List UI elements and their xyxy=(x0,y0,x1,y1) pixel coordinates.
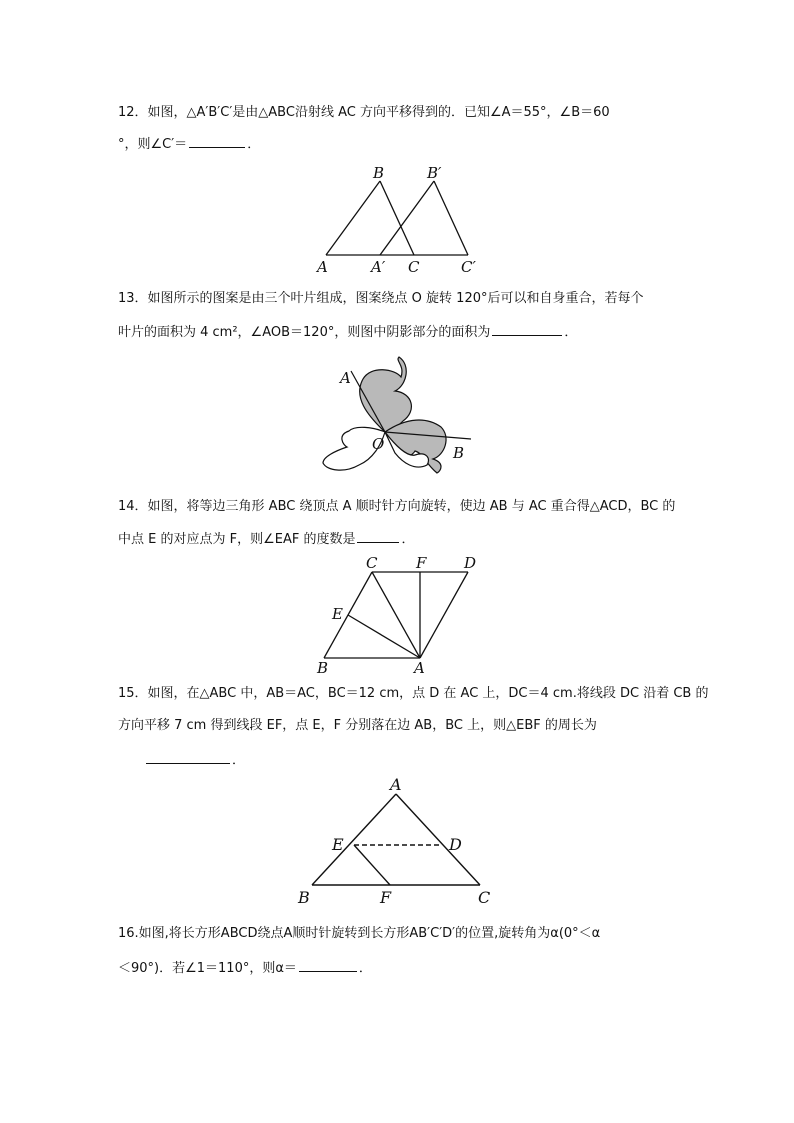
q12-text-line2 xyxy=(118,133,678,155)
q14-label-C: C xyxy=(366,554,378,572)
q13-label-O: O xyxy=(372,435,385,453)
q14-text-line2 xyxy=(118,528,678,550)
q16-answer-blank[interactable] xyxy=(299,957,357,972)
q16-text-line2-pre: ＜90°)．若∠1＝110°，则α＝ xyxy=(118,961,297,976)
q13-text-line2 xyxy=(118,321,678,343)
q12-label-B: B xyxy=(373,164,385,182)
q14-text-line2-post: ． xyxy=(401,532,415,547)
q15-label-F: F xyxy=(380,888,392,907)
q15-text-line1: 15．如图，在△ABC 中，AB＝AC，BC＝12 cm，点 D 在 AC 上，DC＝4 cm.将线段 DC 沿着 CB 的 xyxy=(118,686,709,701)
q12-figure xyxy=(310,160,490,280)
q15-label-D: D xyxy=(449,835,462,854)
q12-text-line1: 12．如图，△A′B′C′是由△ABC沿射线 AC 方向平移得到的．已知∠A＝55°，∠B＝60 xyxy=(118,105,610,120)
q15-label-C: C xyxy=(478,888,491,907)
q13-figure xyxy=(315,355,485,485)
q12-label-A: A xyxy=(317,258,328,276)
q14-label-D: D xyxy=(464,554,477,572)
q14-label-B: B xyxy=(317,659,329,677)
q14-figure xyxy=(310,553,485,678)
q14-label-E: E xyxy=(332,605,343,623)
q14-text-line1: 14．如图，将等边三角形 ABC 绕顶点 A 顺时针方向旋转，使边 AB 与 AC 重合得△ACD，BC 的 xyxy=(118,499,676,514)
q15-text-line2: 方向平移 7 cm 得到线段 EF，点 E，F 分别落在边 AB，BC 上，则△EBF 的周长为 xyxy=(118,718,597,733)
q15-figure xyxy=(292,772,502,912)
q15-label-E: E xyxy=(332,835,344,854)
q15-text-line3 xyxy=(146,749,706,771)
q14-text-line2-pre: 中点 E 的对应点为 F，则∠EAF 的度数是 xyxy=(118,532,356,547)
q15-answer-blank[interactable] xyxy=(146,749,230,764)
q12-label-B-prime: B′ xyxy=(427,164,442,182)
q16-text-line1: 16.如图,将长方形ABCD绕点A顺时针旋转到长方形AB′C′D′的位置,旋转角为α(0°＜α xyxy=(118,926,601,941)
q13-label-A: A xyxy=(340,369,351,387)
q13-text-line2-post: ． xyxy=(564,325,578,340)
q13-label-B: B xyxy=(453,444,465,462)
q14-answer-blank[interactable] xyxy=(357,528,399,543)
q15-label-B: B xyxy=(298,888,310,907)
q12-label-C-prime: C′ xyxy=(461,258,476,276)
q13-text-line1: 13．如图所示的图案是由三个叶片组成，图案绕点 O 旋转 120°后可以和自身重合，若每个 xyxy=(118,291,644,306)
q12-text-line2-post: ． xyxy=(247,137,261,152)
q12-label-C: C xyxy=(408,258,420,276)
q14-label-A: A xyxy=(414,659,425,677)
q16-text-line2 xyxy=(118,957,678,979)
q13-answer-blank[interactable] xyxy=(492,321,562,336)
q12-answer-blank[interactable] xyxy=(189,133,245,148)
q16-text-line2-post: ． xyxy=(358,961,372,976)
q14-label-F: F xyxy=(416,554,427,572)
q13-text-line2-pre: 叶片的面积为 4 cm²，∠AOB＝120°，则图中阴影部分的面积为 xyxy=(118,325,491,340)
q12-label-A-prime: A′ xyxy=(371,258,386,276)
q12-text-line2-pre: °，则∠C′＝ xyxy=(118,137,188,152)
q15-text-line3-post: ． xyxy=(232,753,246,768)
q15-label-A: A xyxy=(390,775,402,794)
